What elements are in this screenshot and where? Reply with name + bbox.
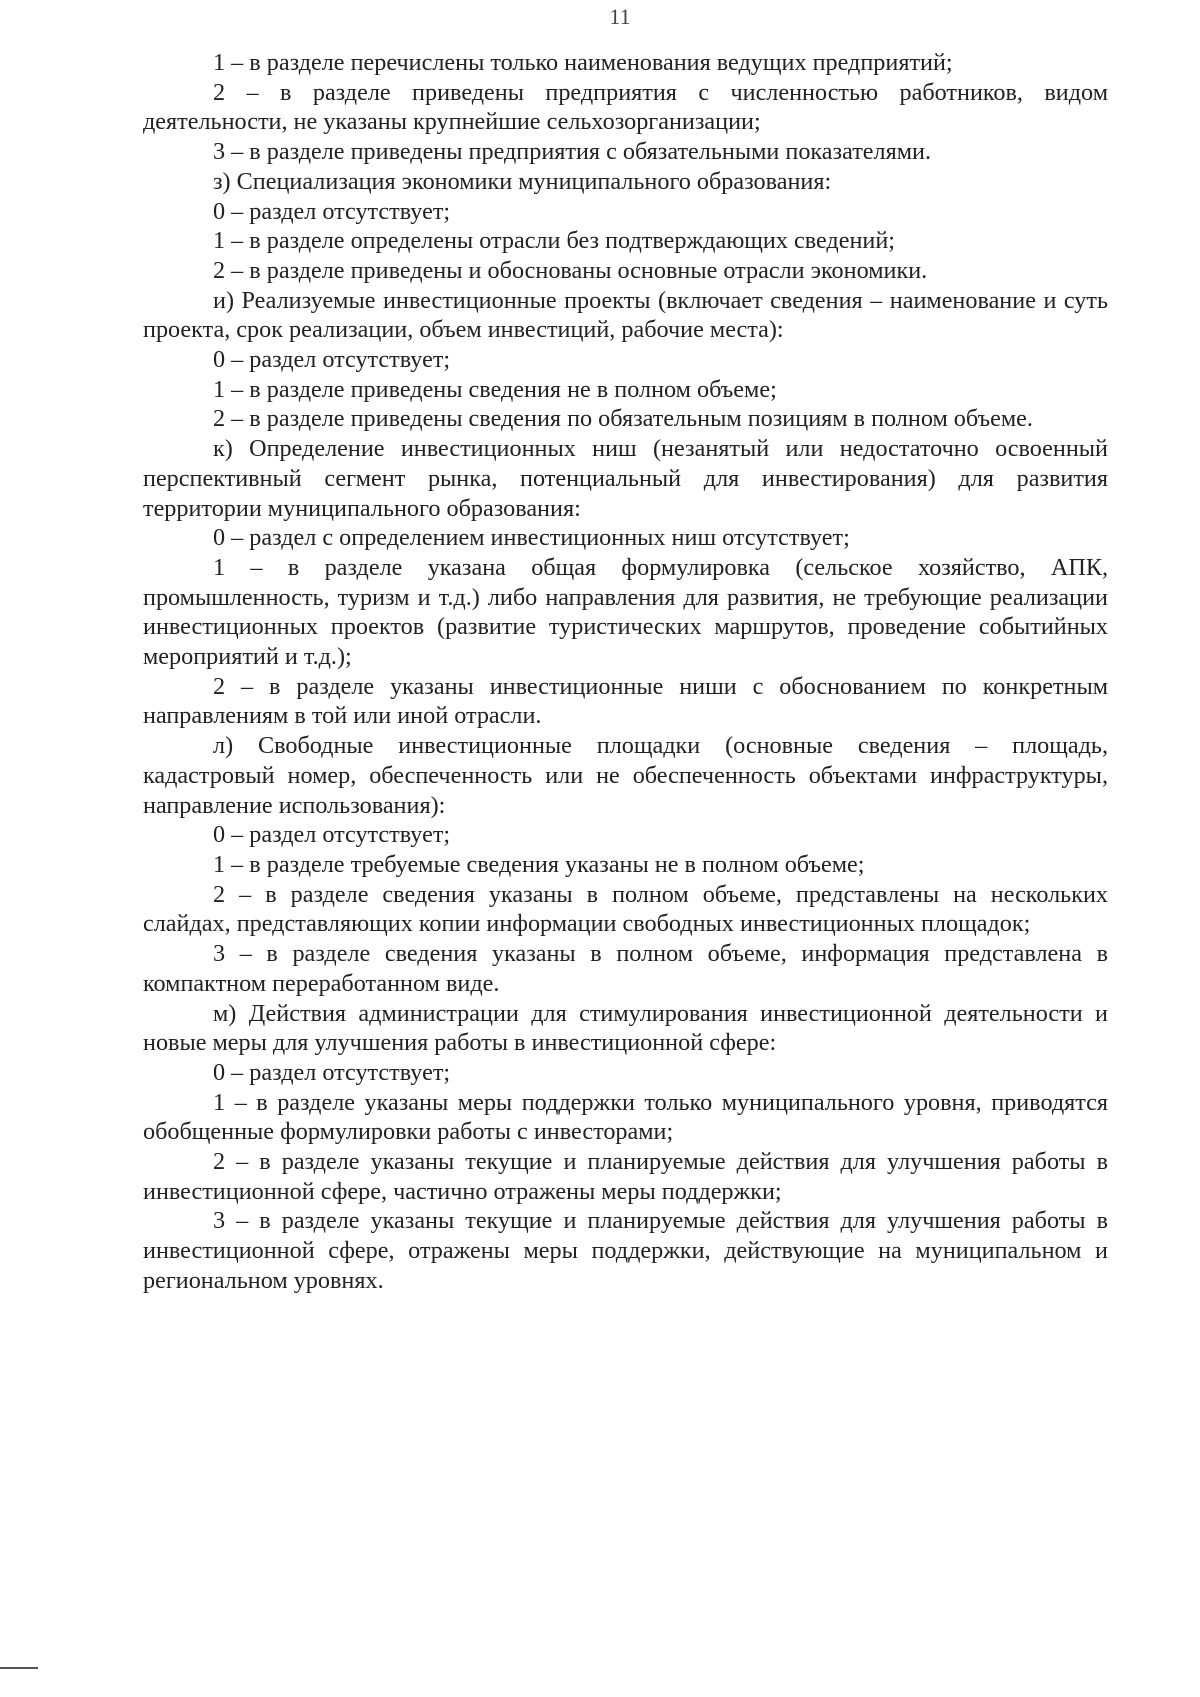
- paragraph: 0 – раздел отсутствует;: [213, 346, 451, 374]
- paragraph: 2 – в разделе сведения указаны в полном объеме, представлены на нескольких слайдах, представляющих копии информации свободных инвестиционных площадок;: [143, 880, 1108, 938]
- paragraph: 1 – в разделе требуемые сведения указаны не в полном объеме;: [213, 850, 865, 878]
- paragraph: 0 – раздел отсутствует;: [213, 1058, 451, 1086]
- section-heading: и) Реализуемые инвестиционные проекты (включает сведения – наименование и суть проекта, срок реализации, объем инвестиций, рабочие места):: [143, 286, 1108, 344]
- paragraph: 0 – раздел с определением инвестиционных ниш отсутствует;: [213, 524, 850, 552]
- section-heading: з) Специализация экономики муниципального образования:: [213, 167, 832, 195]
- paragraph: 2 – в разделе указаны инвестиционные ниши с обоснованием по конкретным направлениям в той или иной отрасли.: [143, 672, 1108, 730]
- document-body: [143, 48, 1108, 1296]
- paragraph: 2 – в разделе указаны текущие и планируемые действия для улучшения работы в инвестиционной сфере, частично отражены меры поддержки;: [143, 1148, 1108, 1205]
- paragraph: 3 – в разделе приведены предприятия с обязательными показателями.: [213, 138, 931, 166]
- paragraph: 2 – в разделе приведены и обоснованы основные отрасли экономики.: [213, 256, 928, 284]
- paragraph: 3 – в разделе сведения указаны в полном объеме, информация представлена в компактном переработанном виде.: [143, 940, 1108, 997]
- paragraph: 1 – в разделе указаны меры поддержки только муниципального уровня, приводятся обобщенные формулировки работы с инвесторами;: [143, 1088, 1108, 1146]
- page-number: 11: [609, 4, 631, 29]
- section-heading: к) Определение инвестиционных ниш (незанятый или недостаточно освоенный перспективный сегмент рынка, потенциальный для инвестирования) для развития территории муниципального образования:: [143, 435, 1108, 522]
- paragraph: 0 – раздел отсутствует;: [213, 197, 451, 225]
- paragraph: 2 – в разделе приведены предприятия с численностью работников, видом деятельности, не указаны крупнейшие сельхозорганизации;: [143, 78, 1108, 136]
- paragraph: 1 – в разделе приведены сведения не в полном объеме;: [213, 375, 777, 403]
- footer-rule: [0, 1667, 38, 1669]
- paragraph: 1 – в разделе указана общая формулировка (сельское хозяйство, АПК, промышленность, туризм и т.д.) либо направления для развития, не требующие реализации инвестиционных проектов (развитие туристических маршрутов, проведение событийных мероприятий и т.д.);: [143, 553, 1108, 671]
- paragraph: 2 – в разделе приведены сведения по обязательным позициям в полном объеме.: [213, 405, 1033, 433]
- paragraph: 3 – в разделе указаны текущие и планируемые действия для улучшения работы в инвестиционной сфере, отражены меры поддержки, действующие на муниципальном и региональном уровнях.: [143, 1207, 1108, 1294]
- section-heading: л) Свободные инвестиционные площадки (основные сведения – площадь, кадастровый номер, обеспеченность или не обеспеченность объектами инфраструктуры, направление использования):: [143, 732, 1108, 819]
- paragraph: 1 – в разделе определены отрасли без подтверждающих сведений;: [213, 227, 895, 255]
- section-heading: м) Действия администрации для стимулирования инвестиционной деятельности и новые меры для улучшения работы в инвестиционной сфере:: [143, 999, 1108, 1057]
- paragraph: 0 – раздел отсутствует;: [213, 821, 451, 849]
- paragraph: 1 – в разделе перечислены только наименования ведущих предприятий;: [213, 49, 953, 76]
